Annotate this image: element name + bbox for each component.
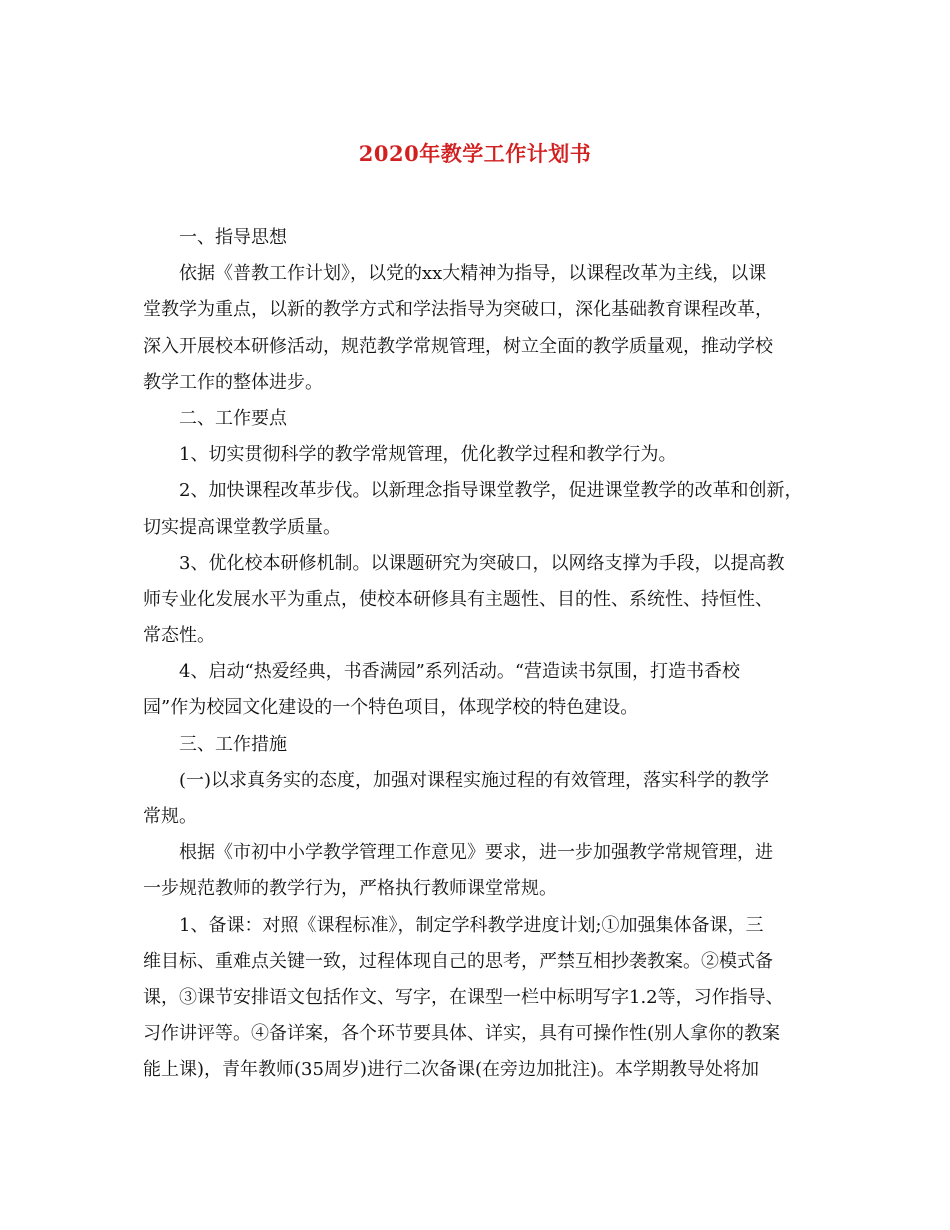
text-line: 维目标、重难点关键一致，过程体现自己的思考，严禁互相抄袭教案。②模式备 <box>143 950 773 972</box>
text-line: 3、优化校本研修机制。以课题研究为突破口，以网络支撑为手段，以提高教 <box>179 552 785 574</box>
text-line: 二、工作要点 <box>179 407 287 429</box>
text-line: 深入开展校本研修活动，规范教学常规管理，树立全面的教学质量观，推动学校 <box>143 335 773 357</box>
text-line: (一)以求真务实的态度，加强对课程实施过程的有效管理，落实科学的教学 <box>179 769 770 791</box>
text-line: 课，③课节安排语文包括作文、写字，在课型一栏中标明写字1.2等，习作指导、 <box>143 986 784 1008</box>
text-line: 1、备课：对照《课程标准》，制定学科教学进度计划;①加强集体备课，三 <box>179 914 764 936</box>
document-body <box>143 220 813 1089</box>
text-line: 一步规范教师的教学行为，严格执行教师课堂常规。 <box>143 878 557 900</box>
text-line: 一、指导思想 <box>179 227 287 248</box>
text-line: 三、工作措施 <box>179 733 287 755</box>
text-line: 常规。 <box>143 806 197 827</box>
text-line: 根据《市初中小学教学管理工作意见》要求，进一步加强教学常规管理，进 <box>179 842 773 864</box>
text-line: 习作讲评等。④备详案，各个环节要具体、详实，具有可操作性(别人拿你的教案 <box>143 1023 781 1045</box>
text-line: 2、加快课程改革步伐。以新理念指导课堂教学，促进课堂教学的改革和创新， <box>179 480 803 502</box>
text-line: 1、切实贯彻科学的教学常规管理，优化教学过程和教学行为。 <box>179 444 677 466</box>
text-line: 切实提高课堂教学质量。 <box>143 516 341 538</box>
text-line: 园”作为校园文化建设的一个特色项目，体现学校的特色建设。 <box>143 697 639 719</box>
text-line: 4、启动“热爱经典，书香满园”系列活动。“营造读书氛围，打造书香校 <box>179 661 741 683</box>
text-line: 教学工作的整体进步。 <box>143 371 323 393</box>
text-line: 常态性。 <box>143 625 215 647</box>
document-title: 2020年教学工作计划书 <box>358 141 592 166</box>
text-line: 师专业化发展水平为重点，使校本研修具有主题性、目的性、系统性、持恒性、 <box>143 588 773 610</box>
text-line: 堂教学为重点，以新的教学方式和学法指导为突破口，深化基础教育课程改革， <box>143 299 773 321</box>
text-line: 能上课)，青年教师(35周岁)进行二次备课(在旁边加批注)。本学期教导处将加 <box>143 1059 760 1081</box>
text-line: 依据《普教工作计划》，以党的xx大精神为指导，以课程改革为主线，以课 <box>179 263 767 285</box>
